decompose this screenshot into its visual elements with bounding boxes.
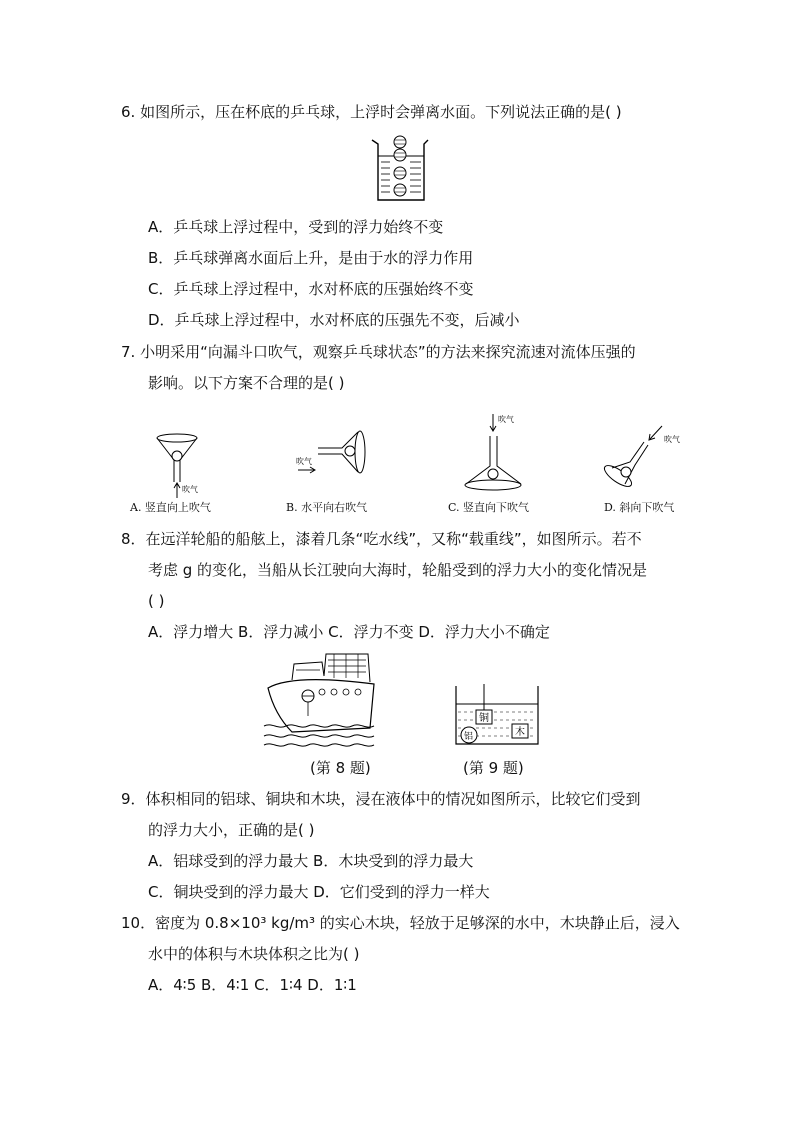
q7-stem-line2: 影响。以下方案不合理的是( ): [148, 374, 345, 392]
q10-options: A．4∶5 B．4∶1 C．1∶4 D．1∶1: [148, 976, 357, 994]
q6-stem: 6. 如图所示，压在杯底的乒乓球，上浮时会弹离水面。下列说法正确的是( ): [121, 103, 622, 121]
q8-stem-line1: 8．在远洋轮船的船舷上，漆着几条“吃水线”，又称“载重线”，如图所示。若不: [121, 530, 642, 548]
funnel-b-drawing: [296, 431, 365, 473]
q7-caption-d: D. 斜向下吹气: [604, 501, 675, 514]
q9-stem-line2: 的浮力大小，正确的是( ): [148, 821, 315, 839]
copper-block-label: 铜: [479, 713, 489, 724]
q10-stem-line2: 水中的体积与木块体积之比为( ): [148, 945, 360, 963]
q8-ship-figure: [262, 650, 382, 754]
q6-option-c: C．乒乓球上浮过程中，水对杯底的压强始终不变: [148, 280, 474, 298]
q7-a-blow-label: 吹气: [182, 485, 198, 494]
q10-stem-line1: 10．密度为 0.8×10³ kg/m³ 的实心木块，轻放于足够深的水中，木块静止后，浸入: [121, 914, 680, 932]
q8-options: A．浮力增大 B．浮力减小 C．浮力不变 D．浮力大小不确定: [148, 623, 550, 641]
q7-d-blow-label: 吹气: [664, 435, 680, 444]
q9-stem-line1: 9．体积相同的铝球、铜块和木块，浸在液体中的情况如图所示，比较它们受到: [121, 790, 641, 808]
funnel-a-drawing: [157, 434, 198, 498]
q7-caption-a: A. 竖直向上吹气: [130, 501, 211, 514]
q9-options-line1: A．铝球受到的浮力最大 B．木块受到的浮力最大: [148, 852, 474, 870]
q9-container-figure: [452, 684, 542, 750]
q7-caption-c: C. 竖直向下吹气: [448, 501, 530, 514]
q9-figure-caption: (第 9 题): [463, 759, 524, 777]
q8-stem-line3: ( ): [148, 592, 165, 610]
q6-option-a: A．乒乓球上浮过程中，受到的浮力始终不变: [148, 218, 444, 236]
q6-option-b: B．乒乓球弹离水面后上升，是由于水的浮力作用: [148, 249, 474, 267]
funnel-c-drawing: [465, 414, 521, 490]
q7-c-blow-label: 吹气: [498, 415, 514, 424]
q8-figure-caption: (第 8 题): [310, 759, 371, 777]
q7-b-blow-label: 吹气: [296, 457, 312, 466]
q7-caption-b: B. 水平向右吹气: [286, 501, 368, 514]
q8-stem-line2: 考虑 g 的变化，当船从长江驶向大海时，轮船受到的浮力大小的变化情况是: [148, 561, 648, 579]
q6-beaker-figure: [370, 134, 430, 208]
aluminum-ball-label: 铝: [464, 732, 474, 742]
wood-block-label: 木: [515, 727, 525, 738]
q9-options-line2: C．铜块受到的浮力最大 D．它们受到的浮力一样大: [148, 883, 490, 901]
funnel-d-drawing: [601, 426, 680, 490]
q7-stem-line1: 7. 小明采用“向漏斗口吹气，观察乒乓球状态”的方法来探究流速对流体压强的: [121, 343, 636, 361]
q6-option-d: D．乒乓球上浮过程中，水对杯底的压强先不变，后减小: [148, 311, 520, 329]
